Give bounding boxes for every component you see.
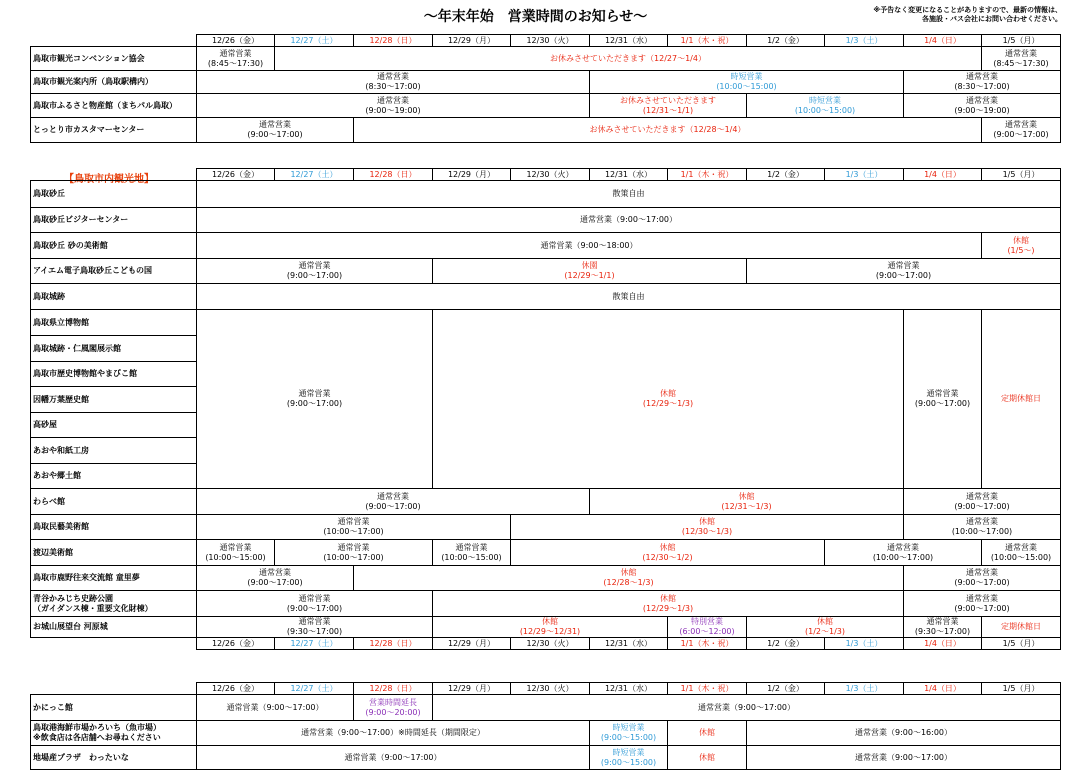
date-header-cell: 1/3（土） bbox=[825, 169, 904, 181]
schedule-cell-line: 休館 bbox=[699, 752, 715, 762]
notice-line: 各施設・バス会社にお問い合わせください。 bbox=[922, 15, 1062, 23]
table-row bbox=[31, 94, 1061, 118]
schedule-cell-line: (8:45〜17:30) bbox=[993, 58, 1049, 68]
schedule-cell bbox=[197, 71, 590, 94]
date-header-cell: 12/28（日） bbox=[354, 638, 433, 650]
schedule-cell-line: (12/28〜1/3) bbox=[603, 578, 654, 587]
date-header-cell: 12/27（土） bbox=[275, 169, 354, 181]
facility-name-text: わらべ館 bbox=[33, 496, 65, 506]
schedule-cell bbox=[197, 617, 433, 638]
facility-name bbox=[31, 617, 197, 638]
date-header-cell: 12/27（土） bbox=[275, 638, 354, 650]
date-header-cell: 12/29（月） bbox=[433, 169, 511, 181]
schedule-cell-line: 通常営業 bbox=[926, 389, 959, 398]
schedule-cell bbox=[904, 310, 982, 489]
schedule-cell bbox=[433, 259, 747, 284]
schedule-cell bbox=[904, 591, 1061, 617]
facility-name bbox=[31, 233, 197, 259]
header-blank-cell bbox=[31, 638, 197, 650]
date-header-cell: 1/2（金） bbox=[747, 683, 825, 695]
schedule-cell-line: (12/30〜1/2) bbox=[642, 552, 693, 562]
page-title: 〜年末年始 営業時間のお知らせ〜 bbox=[423, 9, 648, 25]
schedule-cell-line: 休館 bbox=[620, 568, 637, 577]
schedule-cell-line: (9:00〜17:00) bbox=[286, 399, 343, 408]
facility-name-text: 鳥取市歴史博物館やまびこ館 bbox=[33, 369, 137, 378]
schedule-cell-line: (9:00〜19:00) bbox=[954, 105, 1010, 115]
schedule-cell bbox=[197, 284, 1061, 310]
schedule-cell bbox=[197, 259, 433, 284]
schedule-cell bbox=[590, 721, 668, 746]
schedule-cell bbox=[982, 617, 1061, 638]
facility-name-sub: ※飲食店は各店舗へお尋ねください bbox=[33, 733, 161, 742]
facility-name bbox=[31, 464, 197, 489]
schedule-cell-line: 通常営業 bbox=[377, 95, 409, 105]
schedule-cell bbox=[982, 47, 1061, 71]
facility-name bbox=[31, 746, 197, 770]
date-header-cell: 1/4（日） bbox=[904, 35, 982, 47]
schedule-cell bbox=[747, 746, 1061, 770]
schedule-cell-line: 通常営業 bbox=[1005, 48, 1037, 58]
date-header-cell: 1/1（木・祝） bbox=[668, 35, 747, 47]
schedule-cell-line: (9:00〜20:00) bbox=[365, 707, 421, 717]
facility-name-text: あおや郷土館 bbox=[33, 471, 81, 480]
schedule-cell-line: 通常営業 bbox=[219, 48, 252, 58]
table-row bbox=[31, 118, 1061, 143]
date-header-cell: 12/26（金） bbox=[197, 638, 275, 650]
facility-name-sub: （ガイダンス棟・重要文化財棟） bbox=[33, 603, 153, 613]
schedule-cell-line: (10:00〜15:00) bbox=[441, 552, 502, 562]
schedule-cell bbox=[197, 591, 433, 617]
schedule-cell-line: 休館 bbox=[660, 593, 676, 603]
schedule-cell bbox=[197, 233, 982, 259]
facility-name-text: 鳥取砂丘ビジターセンター bbox=[33, 215, 129, 224]
schedule-cell-line: 休館 bbox=[817, 617, 833, 626]
schedule-cell bbox=[904, 617, 982, 638]
schedule-cell-line: (9:00〜17:00) bbox=[247, 578, 303, 587]
date-header-cell: 1/3（土） bbox=[825, 35, 904, 47]
schedule-cell bbox=[511, 515, 904, 540]
schedule-cell bbox=[982, 118, 1061, 143]
date-header-cell: 12/29（月） bbox=[433, 683, 511, 695]
schedule-cell-line: 休館 bbox=[699, 728, 715, 737]
schedule-cell bbox=[354, 118, 982, 143]
schedule-cell bbox=[904, 515, 1061, 540]
table-row bbox=[31, 515, 1061, 540]
schedule-cell bbox=[590, 746, 668, 770]
schedule-cell-line: 通常営業 bbox=[887, 542, 919, 552]
schedule-cell bbox=[982, 310, 1061, 489]
schedule-cell-line: 通常営業 bbox=[966, 491, 998, 501]
table-row bbox=[31, 47, 1061, 71]
facility-name-text: 地場産プラザ わったいな bbox=[33, 752, 129, 762]
facility-name bbox=[31, 540, 197, 566]
facility-name-text: 因幡万葉歴史館 bbox=[33, 394, 89, 404]
date-header-cell: 1/5（月） bbox=[982, 683, 1061, 695]
date-header-cell: 12/31（水） bbox=[590, 638, 668, 650]
schedule-cell-line: (9:00〜17:00) bbox=[954, 578, 1010, 587]
schedule-cell-line: 通常営業 bbox=[1005, 120, 1037, 129]
table-row bbox=[31, 591, 1061, 617]
schedule-cell-line: (10:00〜15:00) bbox=[794, 105, 856, 115]
table-row bbox=[31, 489, 1061, 515]
schedule-table-harbor bbox=[30, 682, 1061, 770]
schedule-cell-line: 休館 bbox=[659, 542, 676, 552]
schedule-cell-line: 通常営業（9:00〜18:00） bbox=[540, 240, 638, 250]
schedule-cell-line: 休館 bbox=[738, 491, 755, 501]
table-row bbox=[31, 566, 1061, 591]
facility-name bbox=[31, 259, 197, 284]
schedule-cell bbox=[197, 746, 590, 770]
schedule-cell-line: 通常営業 bbox=[219, 542, 252, 552]
schedule-cell-line: (10:00〜15:00) bbox=[205, 552, 266, 562]
schedule-cell-line: 通常営業（9:00〜16:00） bbox=[854, 728, 953, 737]
date-header-cell: 12/30（火） bbox=[511, 169, 590, 181]
facility-name bbox=[31, 489, 197, 515]
schedule-cell bbox=[590, 94, 747, 118]
schedule-cell bbox=[668, 617, 747, 638]
schedule-cell-line: (10:00〜17:00) bbox=[323, 527, 384, 536]
schedule-cell-line: (10:00〜17:00) bbox=[323, 552, 384, 562]
schedule-cell-line: (9:00〜17:00) bbox=[247, 130, 303, 139]
schedule-cell-line: 通常営業 bbox=[377, 491, 409, 501]
facility-name bbox=[31, 310, 197, 336]
schedule-cell-line: 散策自由 bbox=[612, 189, 645, 198]
schedule-cell-line: (12/29〜1/3) bbox=[642, 603, 694, 613]
schedule-cell-line: 通常営業（9:00〜17:00） bbox=[226, 702, 324, 712]
schedule-cell-line: (1/5〜) bbox=[1007, 245, 1035, 255]
date-header-cell: 12/26（金） bbox=[197, 35, 275, 47]
section-label: 【鳥取市内観光地】 bbox=[64, 174, 154, 185]
facility-name bbox=[31, 387, 197, 413]
header-blank-cell bbox=[31, 35, 197, 47]
schedule-cell bbox=[668, 721, 747, 746]
schedule-cell bbox=[197, 208, 1061, 233]
schedule-cell bbox=[904, 94, 1061, 118]
schedule-cell-line: (9:30〜17:00) bbox=[286, 627, 343, 636]
facility-name-text: お城山展望台 河原城 bbox=[33, 622, 108, 631]
schedule-cell-line: (9:00〜15:00) bbox=[600, 757, 657, 767]
schedule-cell-line: 通常営業（9:00〜17:00）※時間延長（期間限定） bbox=[301, 728, 485, 737]
date-header-cell: 1/2（金） bbox=[747, 35, 825, 47]
schedule-cell bbox=[433, 617, 668, 638]
facility-name-text: とっとり市カスタマーセンター bbox=[33, 125, 145, 134]
schedule-cell bbox=[904, 71, 1061, 94]
date-header-cell: 12/26（金） bbox=[197, 169, 275, 181]
schedule-table-info bbox=[30, 34, 1061, 143]
date-header-cell: 1/5（月） bbox=[982, 169, 1061, 181]
facility-name-text: アイエム電子鳥取砂丘こどもの国 bbox=[33, 266, 152, 275]
schedule-cell-line: (9:00〜17:00) bbox=[954, 501, 1010, 511]
schedule-cell bbox=[747, 259, 1061, 284]
header-blank-cell bbox=[31, 683, 197, 695]
schedule-cell-line: (9:00〜15:00) bbox=[600, 733, 657, 742]
schedule-cell-line: (9:00〜17:00) bbox=[993, 130, 1049, 139]
table-row bbox=[31, 617, 1061, 638]
schedule-cell-line: 通常営業 bbox=[887, 261, 920, 270]
schedule-cell-line: お休みさせていただきます bbox=[620, 95, 716, 105]
facility-name bbox=[31, 118, 197, 143]
date-header-cell: 12/28（日） bbox=[354, 35, 433, 47]
facility-name bbox=[31, 438, 197, 464]
facility-name bbox=[31, 566, 197, 591]
schedule-cell bbox=[590, 489, 904, 515]
date-header-cell: 12/29（月） bbox=[433, 35, 511, 47]
facility-name-text: あおや和紙工房 bbox=[33, 445, 89, 455]
facility-name bbox=[31, 721, 197, 746]
schedule-cell bbox=[433, 591, 904, 617]
schedule-cell bbox=[904, 489, 1061, 515]
schedule-cell-line: 時短営業 bbox=[612, 747, 645, 757]
schedule-cell-line: 休園 bbox=[581, 261, 598, 270]
schedule-cell-line: (9:30〜17:00) bbox=[914, 627, 971, 636]
schedule-cell-line: 営業時間延長 bbox=[369, 697, 417, 707]
schedule-cell-line: 通常営業 bbox=[1005, 542, 1037, 552]
facility-name bbox=[31, 515, 197, 540]
schedule-cell bbox=[197, 515, 511, 540]
schedule-cell-line: (9:00〜17:00) bbox=[954, 603, 1010, 613]
date-header-cell: 12/26（金） bbox=[197, 683, 275, 695]
facility-name-text: 鳥取県立博物館 bbox=[33, 317, 89, 327]
facility-name bbox=[31, 71, 197, 94]
schedule-cell-line: 通常営業 bbox=[926, 617, 959, 626]
schedule-cell bbox=[982, 540, 1061, 566]
schedule-cell-line: 通常営業（9:00〜17:00） bbox=[854, 752, 953, 762]
table-row bbox=[31, 181, 1061, 208]
facility-name-text: 鳥取民藝美術館 bbox=[33, 522, 89, 531]
schedule-cell bbox=[590, 71, 904, 94]
schedule-cell-line: (8:30〜17:00) bbox=[365, 82, 421, 91]
schedule-cell-line: (10:00〜15:00) bbox=[990, 552, 1052, 562]
facility-name bbox=[31, 336, 197, 362]
schedule-cell bbox=[275, 540, 433, 566]
schedule-cell-line: (9:00〜17:00) bbox=[365, 501, 421, 511]
date-header-cell: 1/1（木・祝） bbox=[668, 638, 747, 650]
date-header-cell: 1/4（日） bbox=[904, 638, 982, 650]
schedule-cell bbox=[904, 566, 1061, 591]
facility-name-text: 鳥取城跡・仁風閣展示館 bbox=[33, 343, 121, 353]
schedule-cell-line: 通常営業 bbox=[966, 568, 998, 577]
facility-name-text: 高砂屋 bbox=[33, 420, 57, 429]
header-blank-cell bbox=[31, 169, 197, 181]
date-header-cell: 1/5（月） bbox=[982, 35, 1061, 47]
schedule-cell-line: 通常営業 bbox=[298, 261, 331, 270]
schedule-cell-line: (9:00〜19:00) bbox=[365, 105, 421, 115]
facility-name-text: 鳥取砂丘 bbox=[33, 189, 65, 198]
schedule-cell bbox=[433, 695, 1061, 721]
date-header-row bbox=[31, 169, 1061, 181]
schedule-cell-line: 通常営業 bbox=[966, 72, 998, 81]
schedule-cell-line: (12/31〜1/3) bbox=[721, 501, 772, 511]
schedule-cell-line: (8:30〜17:00) bbox=[954, 82, 1010, 91]
facility-name bbox=[31, 47, 197, 71]
table-row bbox=[31, 540, 1061, 566]
schedule-cell-line: 通常営業 bbox=[259, 120, 291, 129]
facility-name bbox=[31, 591, 197, 617]
date-header-cell: 1/4（日） bbox=[904, 169, 982, 181]
schedule-cell bbox=[825, 540, 982, 566]
schedule-cell bbox=[197, 181, 1061, 208]
schedule-cell-line: 通常営業 bbox=[377, 72, 409, 81]
date-header-cell: 1/3（土） bbox=[825, 638, 904, 650]
schedule-cell-line: 時短営業 bbox=[730, 72, 763, 81]
table-row bbox=[31, 233, 1061, 259]
schedule-cell-line: お休みさせていただきます（12/28〜1/4） bbox=[589, 125, 746, 134]
date-header-cell: 12/30（火） bbox=[511, 683, 590, 695]
notice-text bbox=[800, 6, 1062, 24]
date-header-cell: 12/31（水） bbox=[590, 683, 668, 695]
date-header-row bbox=[31, 683, 1061, 695]
schedule-cell bbox=[354, 566, 904, 591]
schedule-cell bbox=[197, 695, 354, 721]
date-header-cell: 12/31（水） bbox=[590, 35, 668, 47]
date-header-cell: 12/30（火） bbox=[511, 638, 590, 650]
date-header-cell: 1/2（金） bbox=[747, 638, 825, 650]
facility-name bbox=[31, 413, 197, 438]
schedule-cell-line: 通常営業 bbox=[337, 542, 370, 552]
facility-name bbox=[31, 362, 197, 387]
table-row bbox=[31, 259, 1061, 284]
schedule-cell-line: (9:00〜17:00) bbox=[914, 399, 971, 408]
schedule-cell bbox=[747, 617, 904, 638]
facility-name bbox=[31, 181, 197, 208]
schedule-cell-line: (9:00〜17:00) bbox=[286, 271, 343, 280]
schedule-cell-line: 定期休館日 bbox=[1001, 394, 1041, 403]
date-header-cell: 12/27（土） bbox=[275, 683, 354, 695]
schedule-cell-line: 定期休館日 bbox=[1001, 622, 1041, 631]
schedule-cell-line: (9:00〜17:00) bbox=[875, 271, 932, 280]
facility-name-text: 鳥取市観光案内所（鳥取駅構内） bbox=[33, 77, 153, 86]
table-row bbox=[31, 284, 1061, 310]
schedule-cell bbox=[197, 721, 590, 746]
schedule-cell bbox=[197, 566, 354, 591]
facility-name-text: 鳥取市観光コンベンション協会 bbox=[33, 53, 145, 63]
table-row bbox=[31, 746, 1061, 770]
date-header-cell: 12/28（日） bbox=[354, 683, 433, 695]
schedule-cell bbox=[433, 540, 511, 566]
schedule-cell-line: (8:45〜17:30) bbox=[207, 58, 264, 68]
schedule-cell bbox=[275, 47, 982, 71]
notice-line: ※予告なく変更になることがありますので、最新の情報は、 bbox=[873, 6, 1062, 14]
schedule-cell-line: 通常営業（9:00〜17:00） bbox=[344, 752, 442, 762]
schedule-cell-line: 時短営業 bbox=[809, 95, 841, 105]
schedule-cell-line: (12/30〜1/3) bbox=[681, 527, 733, 536]
schedule-cell-line: 通常営業 bbox=[455, 542, 488, 552]
schedule-cell-line: 通常営業 bbox=[337, 517, 370, 526]
date-header-cell: 12/31（水） bbox=[590, 169, 668, 181]
schedule-cell-line: (6:00〜12:00) bbox=[679, 627, 735, 636]
schedule-cell-line: 時短営業 bbox=[612, 723, 645, 732]
schedule-cell bbox=[197, 47, 275, 71]
schedule-cell-line: 通常営業 bbox=[966, 593, 998, 603]
schedule-cell bbox=[197, 310, 433, 489]
schedule-cell-line: 通常営業 bbox=[298, 617, 331, 626]
date-header-cell: 12/27（土） bbox=[275, 35, 354, 47]
schedule-cell-line: (12/29〜1/3) bbox=[642, 399, 694, 408]
schedule-cell-line: 通常営業 bbox=[259, 568, 291, 577]
date-header-cell: 1/1（木・祝） bbox=[668, 683, 747, 695]
table-row bbox=[31, 721, 1061, 746]
table-row bbox=[31, 310, 1061, 336]
schedule-cell-line: 休館 bbox=[660, 389, 676, 398]
schedule-cell bbox=[433, 310, 904, 489]
schedule-cell-line: (10:00〜15:00) bbox=[716, 82, 777, 91]
schedule-cell-line: (9:00〜17:00) bbox=[286, 603, 343, 613]
schedule-cell bbox=[668, 746, 747, 770]
schedule-cell bbox=[197, 540, 275, 566]
date-header-cell: 12/28（日） bbox=[354, 169, 433, 181]
schedule-cell-line: (10:00〜17:00) bbox=[872, 552, 934, 562]
schedule-cell-line: (12/29〜1/1) bbox=[564, 271, 615, 280]
schedule-cell-line: 休館 bbox=[542, 617, 558, 626]
schedule-cell bbox=[197, 489, 590, 515]
date-header-cell: 1/5（月） bbox=[982, 638, 1061, 650]
schedule-cell-line: 通常営業 bbox=[298, 389, 331, 398]
schedule-cell bbox=[354, 695, 433, 721]
schedule-cell-line: 通常営業 bbox=[298, 593, 331, 603]
table-row bbox=[31, 695, 1061, 721]
schedule-cell bbox=[747, 721, 1061, 746]
date-header-cell: 1/2（金） bbox=[747, 169, 825, 181]
date-header-row bbox=[31, 35, 1061, 47]
date-header-cell: 12/29（月） bbox=[433, 638, 511, 650]
facility-name bbox=[31, 695, 197, 721]
table-row bbox=[31, 208, 1061, 233]
facility-name-text: 渡辺美術館 bbox=[33, 547, 73, 557]
schedule-cell-line: 休館 bbox=[1013, 235, 1029, 245]
date-header-cell: 1/3（土） bbox=[825, 683, 904, 695]
date-header-cell: 12/30（火） bbox=[511, 35, 590, 47]
table-row bbox=[31, 71, 1061, 94]
facility-name-text: かにっこ館 bbox=[33, 702, 73, 712]
facility-name-text: 鳥取市ふるさと物産館（まちパル鳥取） bbox=[33, 100, 177, 110]
schedule-cell bbox=[197, 94, 590, 118]
schedule-cell-line: 休館 bbox=[699, 517, 715, 526]
schedule-cell-line: 通常営業 bbox=[966, 517, 998, 526]
facility-name bbox=[31, 94, 197, 118]
facility-name-text: 鳥取市鹿野往来交流館 童里夢 bbox=[33, 573, 140, 582]
schedule-cell bbox=[982, 233, 1061, 259]
facility-name bbox=[31, 208, 197, 233]
facility-name-text: 青谷かみじち史跡公園 bbox=[33, 593, 113, 603]
schedule-cell-line: 散策自由 bbox=[612, 291, 645, 301]
facility-name-text: 鳥取砂丘 砂の美術館 bbox=[33, 240, 108, 250]
date-header-cell: 1/4（日） bbox=[904, 683, 982, 695]
facility-name bbox=[31, 284, 197, 310]
date-header-cell: 1/1（木・祝） bbox=[668, 169, 747, 181]
schedule-cell bbox=[747, 94, 904, 118]
schedule-table-sightseeing bbox=[30, 168, 1061, 650]
schedule-cell-line: 通常営業 bbox=[966, 95, 998, 105]
schedule-cell bbox=[197, 118, 354, 143]
schedule-cell-line: (10:00〜17:00) bbox=[951, 527, 1013, 536]
schedule-cell-line: (12/29〜12/31) bbox=[519, 627, 581, 636]
schedule-cell-line: お休みさせていただきます（12/27〜1/4） bbox=[550, 53, 706, 63]
schedule-cell-line: 特別営業 bbox=[691, 617, 723, 626]
schedule-cell-line: (12/31〜1/1) bbox=[642, 105, 694, 115]
schedule-cell-line: (1/2〜1/3) bbox=[805, 627, 845, 636]
schedule-cell-line: 通常営業（9:00〜17:00） bbox=[697, 702, 796, 712]
facility-name-text: 鳥取城跡 bbox=[33, 291, 65, 301]
date-footer-row bbox=[31, 638, 1061, 650]
schedule-cell bbox=[511, 540, 825, 566]
schedule-cell-line: 通常営業（9:00〜17:00） bbox=[579, 215, 678, 224]
facility-name-text: 鳥取港海鮮市場かろいち（魚市場） bbox=[33, 723, 161, 732]
